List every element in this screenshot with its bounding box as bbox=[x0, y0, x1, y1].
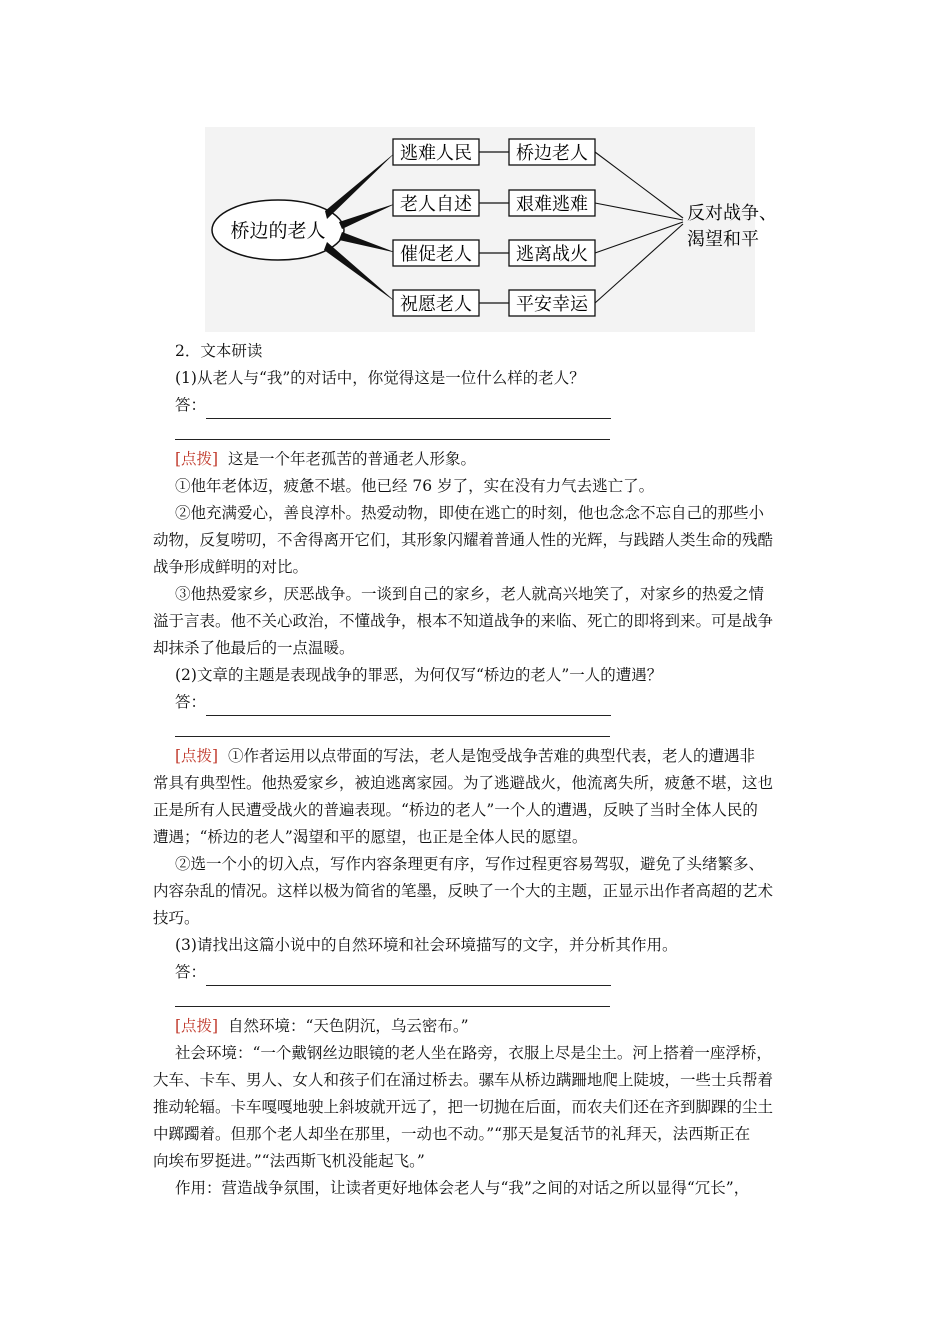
hint-2 bbox=[175, 743, 825, 770]
hint-1-line: 溢于言表。他不关心政治，不懂战争，根本不知道战争的来临、死亡的即将到来。可是战争 bbox=[153, 612, 774, 630]
hint-tag: [点拨] bbox=[175, 450, 219, 468]
hint-3-line: 中踯躅着。但那个老人却坐在那里，一动也不动。”“那天是复活节的礼拜天，法西斯正在 bbox=[153, 1125, 751, 1143]
hint-1-line: 却抹杀了他最后的一点温暖。 bbox=[153, 639, 355, 657]
answer-2-line bbox=[175, 689, 825, 716]
hint-2-lead: ①作者运用以点带面的写法，老人是饱受战争苦难的典型代表，老人的遭遇非 bbox=[227, 747, 755, 765]
hint-3-lead: 自然环境：“天色阴沉，乌云密布。” bbox=[227, 1017, 469, 1035]
hint-1-line: ②他充满爱心，善良淳朴。热爱动物，即使在逃亡的时刻，他也念念不忘自己的那些小 bbox=[175, 504, 765, 522]
document-body bbox=[153, 338, 825, 1202]
hint-2-line: ②选一个小的切入点，写作内容条理更有序，写作过程更容易驾驭，避免了头绪繁多、 bbox=[175, 855, 765, 873]
center-label: 桥边的老人 bbox=[230, 220, 326, 242]
left-node-1: 逃难人民 bbox=[400, 143, 472, 164]
section-title: 2．文本研读 bbox=[175, 342, 263, 360]
right-node-1: 桥边老人 bbox=[516, 143, 588, 164]
hint-3-line: 大车、卡车、男人、女人和孩子们在涌过桥去。骡车从桥边蹒跚地爬上陡坡，一些士兵帮着 bbox=[153, 1071, 774, 1089]
question-1: (1)从老人与“我”的对话中，你觉得这是一位什么样的老人？ bbox=[175, 369, 585, 387]
right-node-4: 平安幸运 bbox=[516, 294, 588, 315]
hint-1-line: 动物，反复唠叨，不舍得离开它们，其形象闪耀着普通人性的光辉，与践踏人类生命的残酷 bbox=[153, 531, 774, 549]
conclusion-line-2: 渴望和平 bbox=[687, 229, 759, 250]
answer-1-extra-rule[interactable] bbox=[175, 419, 825, 446]
hint-3-line: 作用：营造战争氛围，让读者更好地体会老人与“我”之间的对话之所以显得“冗长”， bbox=[175, 1179, 750, 1197]
hint-1-line: 战争形成鲜明的对比。 bbox=[153, 558, 309, 576]
answer-label: 答： bbox=[175, 693, 207, 711]
answer-1-line bbox=[175, 392, 825, 419]
hint-1-line: ③他热爱家乡，厌恶战争。一谈到自己的家乡，老人就高兴地笑了，对家乡的热爱之情 bbox=[175, 585, 765, 603]
hint-3 bbox=[175, 1013, 825, 1040]
hint-3-line: 推动轮辐。卡车嘎嘎地驶上斜坡就开远了，把一切抛在后面，而农夫们还在齐到脚踝的尘土 bbox=[153, 1098, 774, 1116]
answer-3-rule[interactable] bbox=[206, 967, 611, 986]
question-3: (3)请找出这篇小说中的自然环境和社会环境描写的文字，并分析其作用。 bbox=[175, 936, 678, 954]
hint-2-line: 内容杂乱的情况。这样以极为简省的笔墨，反映了一个大的主题，正显示出作者高超的艺术 bbox=[153, 882, 774, 900]
conclusion-line-1: 反对战争、 bbox=[687, 203, 777, 224]
hint-2-line: 正是所有人民遭受战火的普遍表现。“桥边的老人”一个人的遭遇，反映了当时全体人民的 bbox=[153, 801, 758, 819]
structure-diagram bbox=[205, 127, 777, 332]
hint-1-lead: 这是一个年老孤苦的普通老人形象。 bbox=[227, 450, 476, 468]
hint-tag: [点拨] bbox=[175, 747, 219, 765]
hint-2-line: 常具有典型性。他热爱家乡，被迫逃离家园。为了逃避战火，他流离失所，疲惫不堪，这也 bbox=[153, 774, 774, 792]
hint-1-line: ①他年老体迈，疲惫不堪。他已经 76 岁了，实在没有力气去逃亡了。 bbox=[175, 477, 655, 495]
answer-3-line bbox=[175, 959, 825, 986]
hint-2-line: 遭遇；“桥边的老人”渴望和平的愿望，也正是全体人民的愿望。 bbox=[153, 828, 588, 846]
hint-2-line: 技巧。 bbox=[153, 909, 200, 927]
answer-label: 答： bbox=[175, 396, 207, 414]
answer-2-extra-rule[interactable] bbox=[175, 716, 825, 743]
left-node-4: 祝愿老人 bbox=[400, 294, 472, 315]
hint-3-line: 社会环境：“一个戴钢丝边眼镜的老人坐在路旁，衣服上尽是尘土。河上搭着一座浮桥， bbox=[175, 1044, 772, 1062]
left-node-2: 老人自述 bbox=[400, 194, 472, 215]
answer-1-rule[interactable] bbox=[206, 400, 611, 419]
hint-3-line: 向埃布罗挺进。”“法西斯飞机没能起飞。” bbox=[153, 1152, 425, 1170]
answer-3-extra-rule[interactable] bbox=[175, 986, 825, 1013]
hint-1 bbox=[175, 446, 825, 473]
hint-tag: [点拨] bbox=[175, 1017, 219, 1035]
right-node-2: 艰难逃难 bbox=[516, 194, 588, 215]
left-node-3: 催促老人 bbox=[400, 244, 472, 265]
answer-2-rule[interactable] bbox=[206, 697, 611, 716]
right-node-3: 逃离战火 bbox=[516, 244, 588, 265]
answer-label: 答： bbox=[175, 963, 207, 981]
question-2: (2)文章的主题是表现战争的罪恶，为何仅写“桥边的老人”一人的遭遇？ bbox=[175, 666, 663, 684]
